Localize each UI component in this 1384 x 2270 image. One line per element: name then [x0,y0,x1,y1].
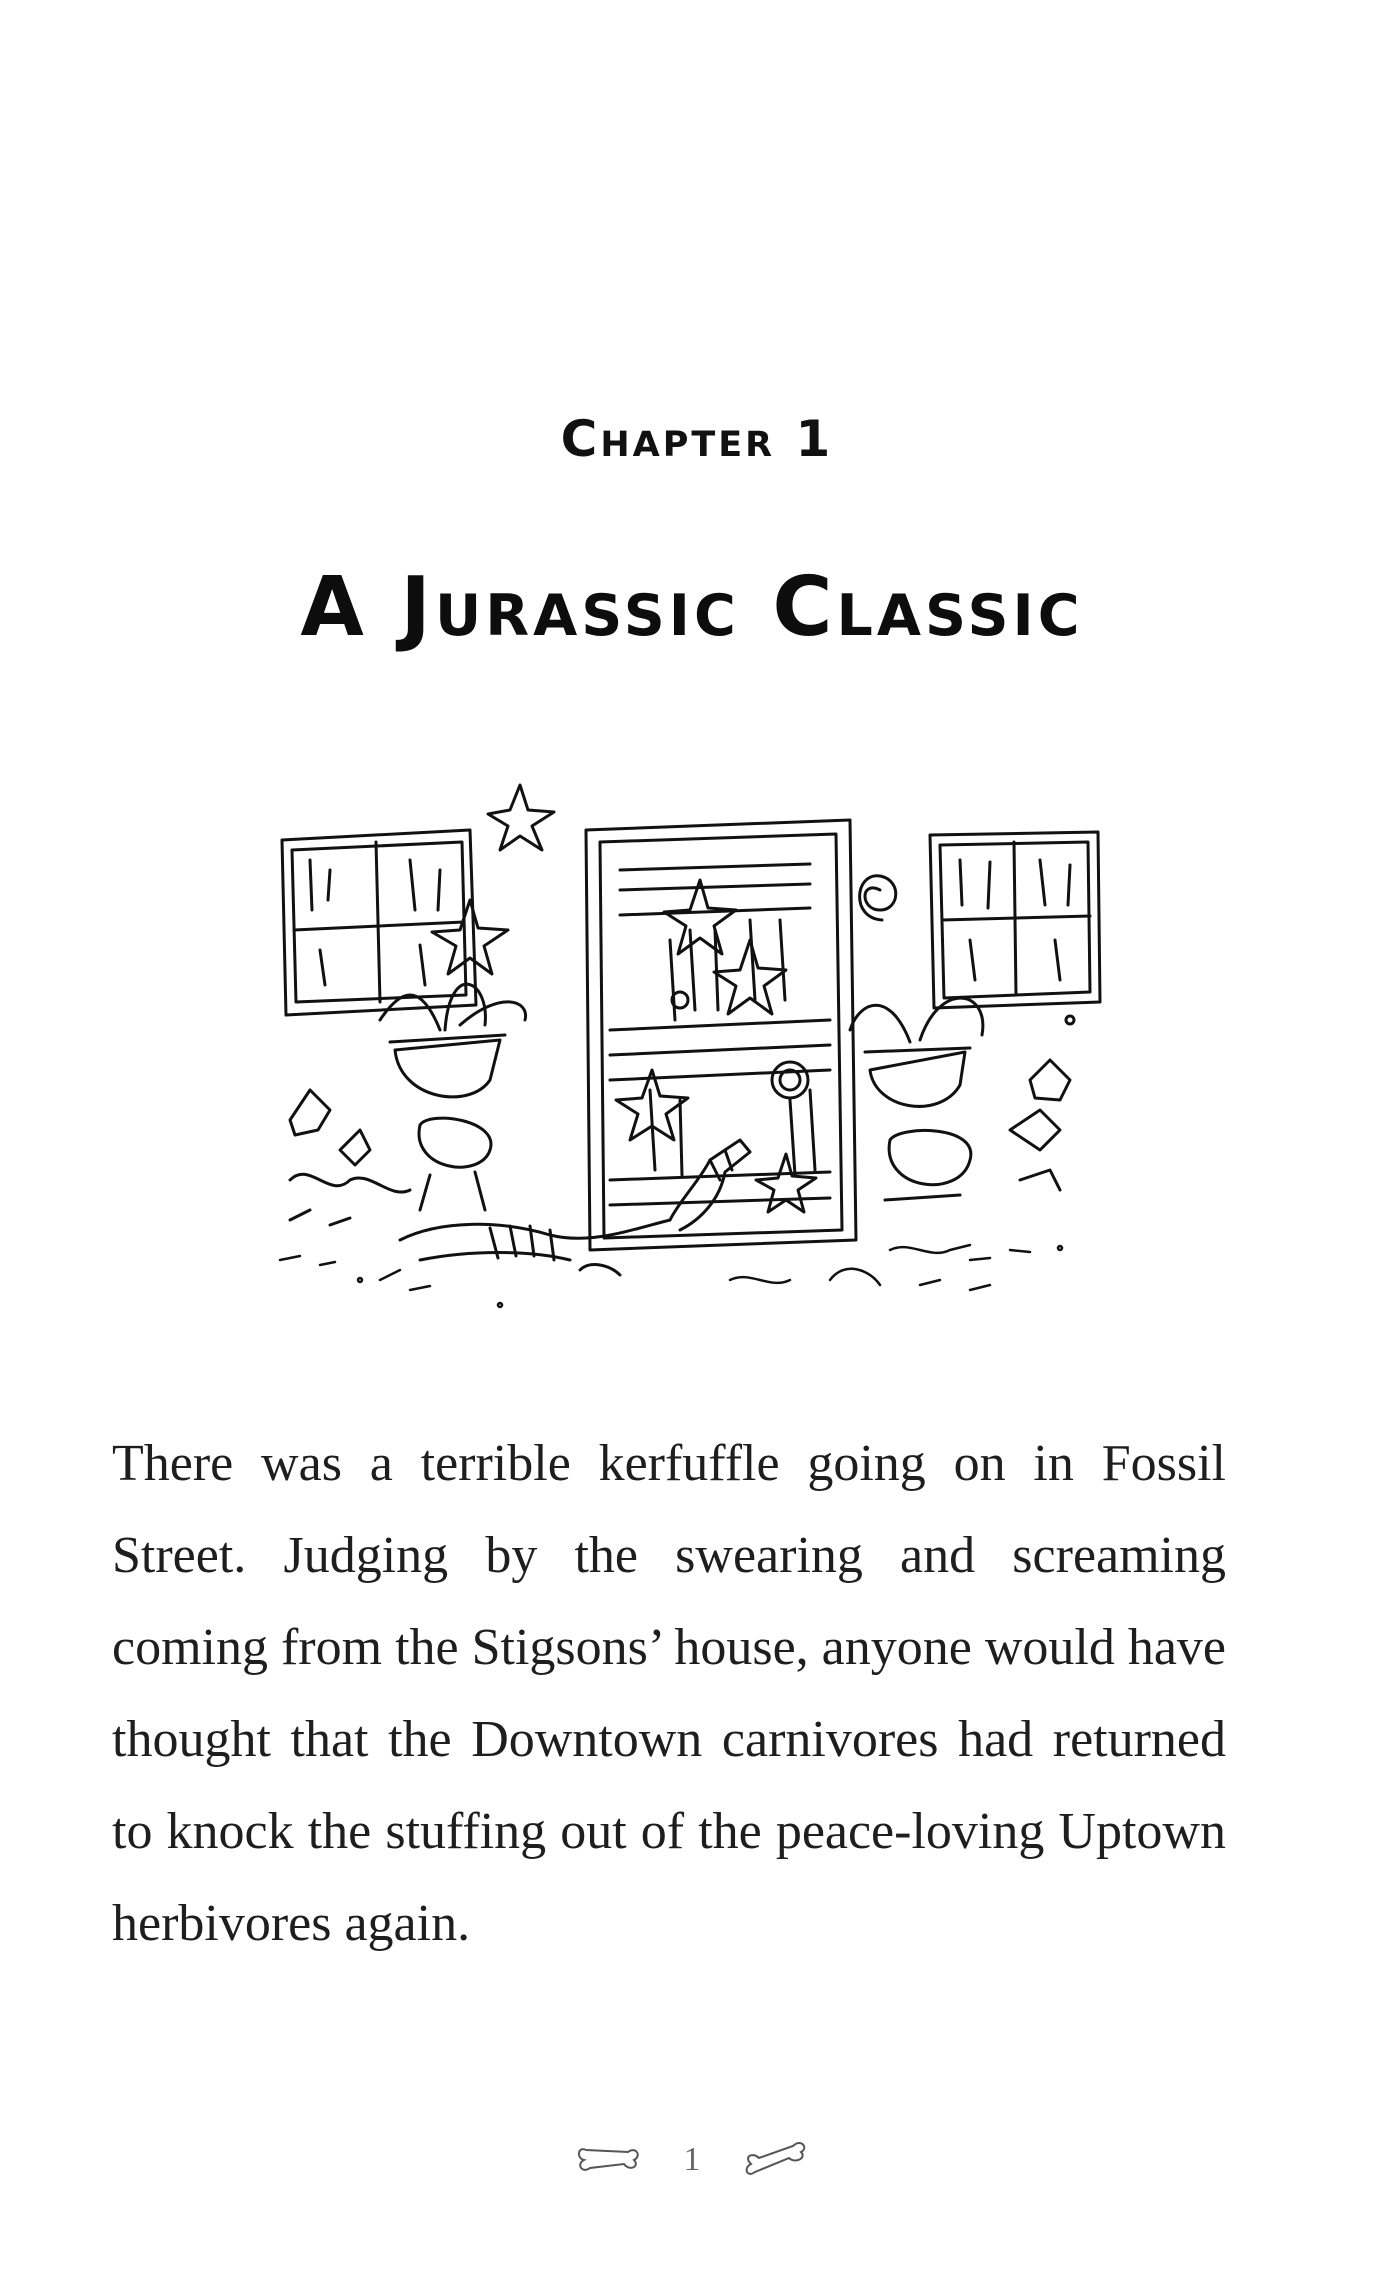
swirl-mark [860,876,896,920]
house-front-illustration [270,780,1120,1340]
chapter-label: Chapter 1 [560,410,834,468]
bone-icon [574,2140,644,2180]
creature-drawing [400,1140,750,1275]
ground-scribbles [280,1245,1062,1307]
chapter-title: A Jurassic Classic [300,560,1084,655]
right-window [930,832,1100,1008]
left-potted-plant [290,984,526,1225]
page-footer [0,2120,1384,2200]
right-potted-plant [850,998,1074,1200]
page-number: 1 [683,2141,701,2178]
chapter-opening-paragraph: There was a terrible kerfuffle going on in Fossil Street. Judging by the swearing and screaming coming from the Stigsons’ house, anyone would have thought that the Downtown carnivores had returned to knock the stuffing out of the peace-loving Uptown herbivores again. [112,1435,1226,1952]
left-window [282,830,476,1015]
bone-icon [741,2140,811,2180]
